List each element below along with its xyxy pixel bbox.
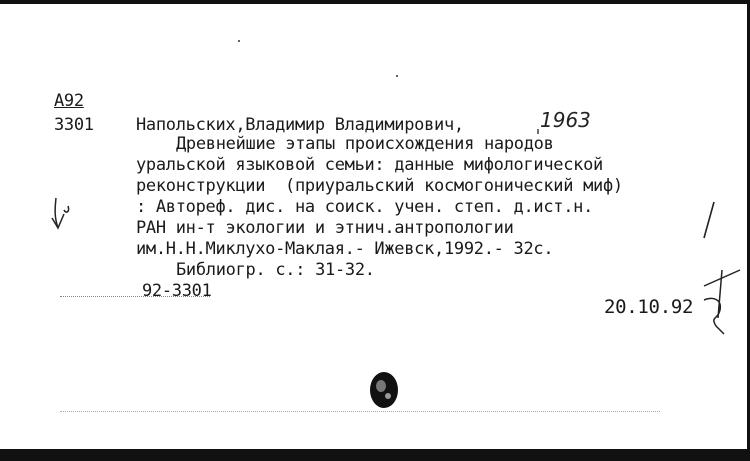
title-line-2: уральской языковой семьи: данные мифологической <box>136 155 603 175</box>
date-stamp: 20.10.92 <box>604 296 694 318</box>
speck <box>396 75 398 77</box>
speck <box>238 40 240 42</box>
pen-slash-mark <box>700 200 720 240</box>
card-bottom-edge <box>0 449 750 461</box>
card-top-edge <box>0 0 750 4</box>
margin-check-icon <box>48 196 78 236</box>
author-line: Напольских,Владимир Владимирович, <box>136 115 464 135</box>
comma-mark <box>535 128 543 136</box>
call-number: 3301 <box>54 115 94 135</box>
title-line-1: Древнейшие этапы происхождения народов <box>176 134 554 154</box>
description-line-1: : Автореф. дис. на соиск. учен. степ. д.ист.н. <box>136 197 594 217</box>
title-line-3: реконструкции (приуральский космогонический миф) <box>136 176 623 196</box>
ink-blot-icon <box>364 368 404 418</box>
description-line-2: РАН ин-т экологии и этнич.антропологии <box>136 218 514 238</box>
shelf-mark: A92 <box>54 91 84 111</box>
accession-number: 92-3301 <box>142 281 212 301</box>
handwritten-year: 1963 <box>540 108 591 132</box>
faint-rule <box>60 411 660 412</box>
bibliography-line: Библиогр. с.: 31-32. <box>176 260 375 280</box>
imprint-line: им.Н.Н.Миклухо-Маклая.- Ижевск,1992.- 32с. <box>136 239 554 259</box>
handwritten-scribble-icon <box>700 256 750 340</box>
